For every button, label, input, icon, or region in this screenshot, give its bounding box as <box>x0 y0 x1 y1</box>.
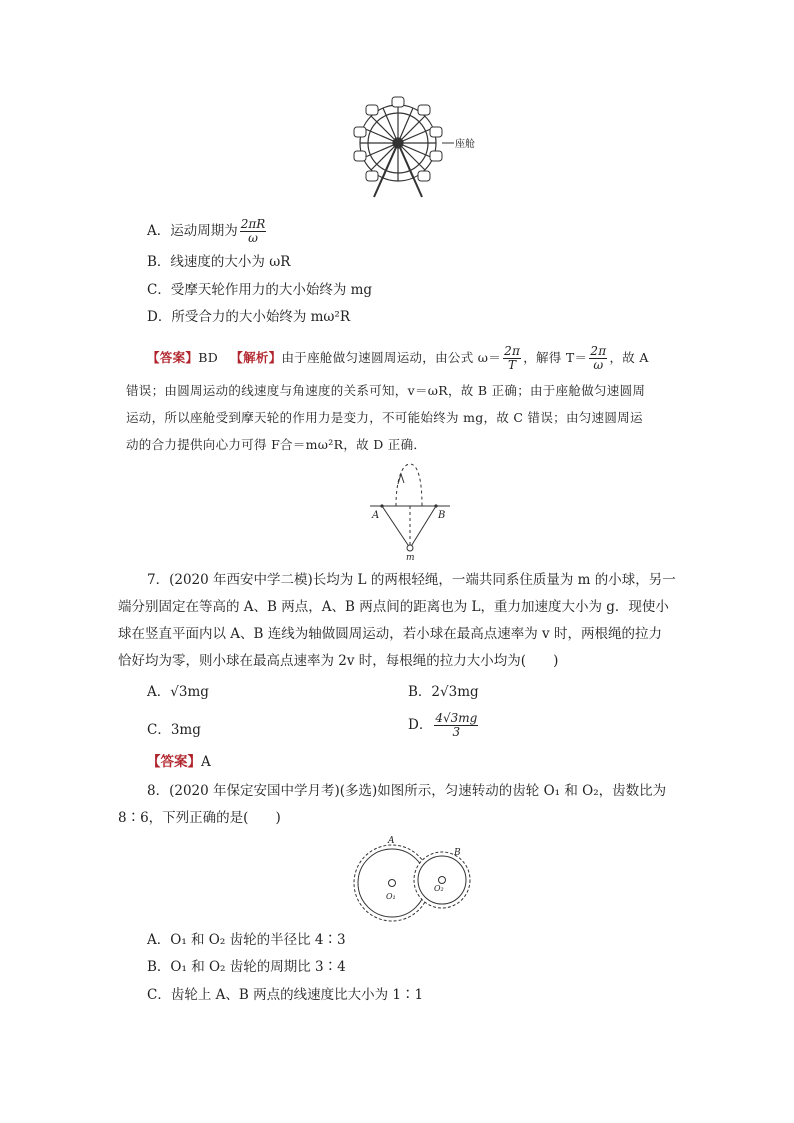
point-a-label: A <box>388 836 395 846</box>
mass-label: m <box>406 553 415 560</box>
ferris-wheel-figure <box>350 95 490 200</box>
o2-label: O₂ <box>434 884 444 893</box>
q6-explanation-line2: 错误；由圆周运动的线速度与角速度的关系可知，v＝ωR，故 B 正确；由于座舱做匀速圆周 <box>126 383 646 398</box>
string-ball-figure <box>366 460 456 560</box>
q8-line1: 8．(2020 年保定安国中学月考)(多选)如图所示，匀速转动的齿轮 O₁ 和 O₂，齿数比为 <box>147 783 667 799</box>
answer-tag: 【答案】 <box>147 350 199 365</box>
q6-option-b: B．线速度的大小为 ωR <box>147 254 291 270</box>
q7-option-c: C．3mg <box>147 722 201 738</box>
q7-line2: 端分别固定在等高的 A、B 两点，A、B 两点间的距离也为 L，重力加速度大小为 g．现使小 <box>118 599 669 615</box>
o1-label: O₁ <box>386 892 396 901</box>
q6-option-d: D．所受合力的大小始终为 mω²R <box>147 309 351 325</box>
q6-explanation-line4: 动的合力提供向心力可得 F合＝mω²R，故 D 正确． <box>126 437 427 452</box>
q6-explanation-line1: 【答案】BD 【解析】由于座舱做匀速圆周运动，由公式 ω＝ $\frac{2\pi}{T}$ ，解得 T＝ $\frac{2\pi}{\omega}$ ，故 A <box>147 344 649 372</box>
q7-line1: 7．(2020 年西安中学二模)长均为 L 的两根轻绳，一端共同系住质量为 m 的小球，另一 <box>147 572 676 588</box>
analysis-tag: 【解析】 <box>230 350 282 365</box>
q8-option-a: A．O₁ 和 O₂ 齿轮的半径比 4∶3 <box>147 932 346 948</box>
point-a-label: A <box>372 510 380 521</box>
gears-figure <box>348 835 478 930</box>
q7-option-b: B．2√3mg <box>408 684 479 700</box>
q8-line2: 8∶6，下列正确的是( ) <box>118 810 281 826</box>
q8-option-b: B．O₁ 和 O₂ 齿轮的周期比 3∶4 <box>147 959 346 975</box>
q7-line3: 球在竖直平面内以 A、B 连线为轴做圆周运动，若小球在最高点速率为 v 时，两根绳的拉力 <box>118 626 662 642</box>
point-b-label: B <box>438 510 446 521</box>
q6-explanation-line3: 运动，所以座舱受到摩天轮的作用力是变力，不可能始终为 mg，故 C 错误；由匀速圆周运 <box>126 410 643 425</box>
q7-option-a: A．√3mg <box>147 684 209 700</box>
q8-option-c: C．齿轮上 A、B 两点的线速度比大小为 1∶1 <box>147 987 424 1003</box>
cabin-label: 座舱 <box>455 139 475 150</box>
point-b-label: B <box>454 848 461 858</box>
q7-line4: 恰好均为零，则小球在最高点速率为 2v 时，每根绳的拉力大小均为( ) <box>118 653 559 669</box>
gear-o2 <box>414 852 470 908</box>
q6-option-a: A．运动周期为 $\frac{2\pi R}{\omega}$ <box>147 217 266 245</box>
q6-option-c: C．受摩天轮作用力的大小始终为 mg <box>147 282 373 298</box>
q7-answer: 【答案】A <box>147 754 211 770</box>
q7-option-d: D． $\frac{4√3mg}{3}$ <box>408 711 478 739</box>
